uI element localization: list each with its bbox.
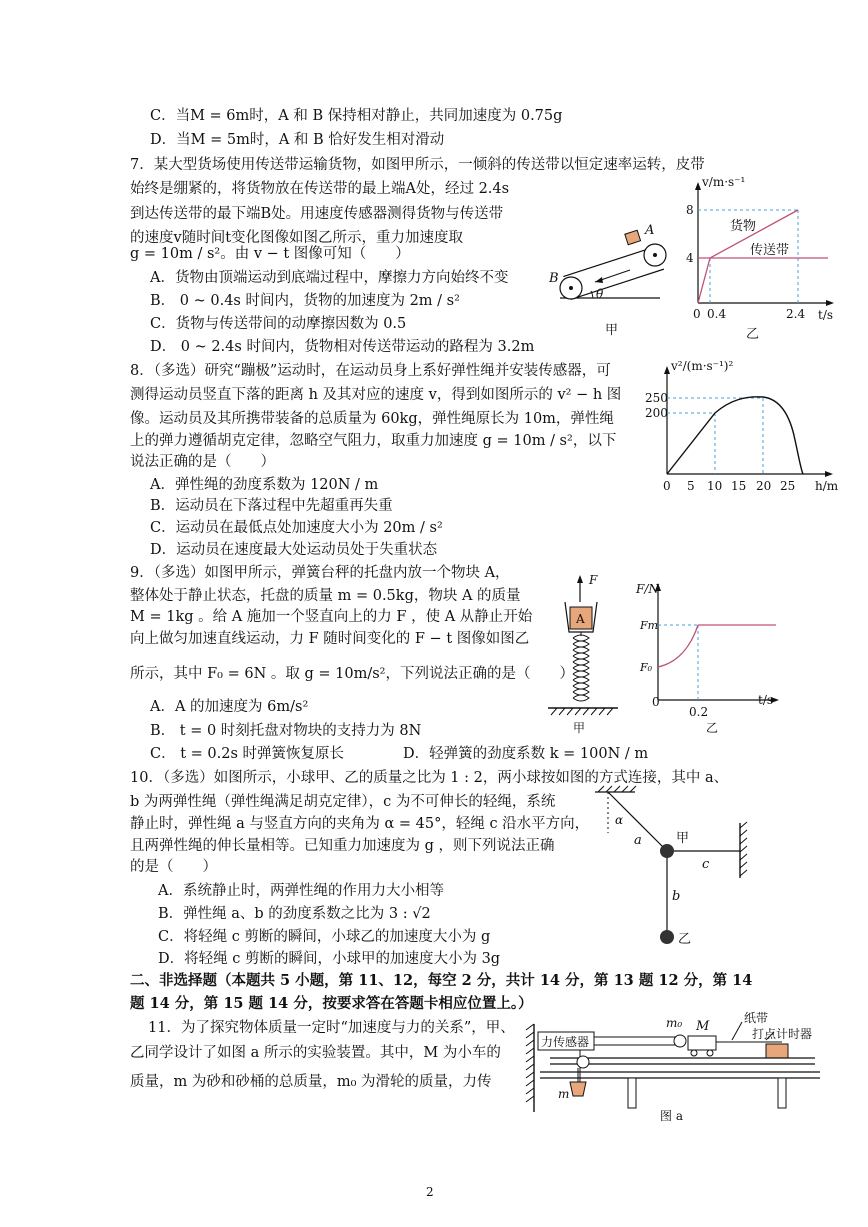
- q7-stem-line: 始终是绷紧的，将货物放在传送带的最上端A处，经过 2.4s: [130, 181, 510, 197]
- q8-chart-xtick: 20: [756, 479, 772, 493]
- q10-stem-line: 10．（多选）如图所示，小球甲、乙的质量之比为 1 : 2，两小球按如图的方式连接，其中 a、: [130, 770, 729, 786]
- page-number: 2: [426, 1185, 434, 1199]
- q7-chart-cargo-label: 货物: [730, 219, 757, 234]
- q6-option-c: C．当M = 6m时，A 和 B 保持相对静止，共同加速度为 0.75g: [150, 108, 563, 124]
- q8-stem-line: 测得运动员竖直下落的距离 h 及其对应的速度 v，得到如图所示的 v² − h 图: [130, 387, 622, 403]
- q9-chart-xlabel: t/s: [758, 693, 774, 707]
- q7-label-b: B: [549, 271, 559, 286]
- q10-option-d: D．将轻绳 c 剪断的瞬间，小球甲的加速度大小为 3g: [158, 951, 501, 967]
- q6-option-d: D．当M = 5m时，A 和 B 恰好发生相对滑动: [150, 132, 445, 148]
- q7-chart-ytick: 4: [686, 251, 694, 265]
- q7-stem-line: 7．某大型货场使用传送带运输货物，如图甲所示，一倾斜的传送带以恒定速率运转，皮带: [130, 157, 705, 173]
- q7-caption-yi: 乙: [746, 327, 760, 342]
- q8-chart-xtick: 25: [780, 479, 796, 493]
- q8-option-c: C．运动员在最低点处加速度大小为 20m / s²: [150, 520, 443, 536]
- q9-stem-line: M = 1kg 。给 A 施加一个竖直向上的力 F ，使 A 从静止开始: [130, 609, 533, 625]
- q9-option-c: C． t = 0.2s 时弹簧恢复原长: [150, 746, 345, 762]
- q11-label-timer: 打点计时器: [752, 1027, 813, 1041]
- q7-chart-ylabel: v/m·s⁻¹: [702, 175, 746, 189]
- q8-option-d: D．运动员在速度最大处运动员处于失重状态: [150, 542, 438, 558]
- q9-stem-line: 整体处于静止状态，托盘的质量 m = 0.5kg，物块 A 的质量: [130, 588, 521, 604]
- q11-stem-line: 乙同学设计了如图 a 所示的实验装置。其中，M 为小车的: [130, 1045, 501, 1061]
- q7-stem-line: g = 10m / s²。由 v − t 图像可知（ ）: [130, 246, 410, 262]
- q11-stem-line: 11．为了探究物体质量一定时“加速度与力的关系”，甲、: [148, 1020, 515, 1036]
- q11-stem-line: 质量，m 为砂和砂桶的总质量，m₀ 为滑轮的质量，力传: [130, 1074, 492, 1090]
- q9-ft-chart: [628, 575, 793, 735]
- q10-label-jia: 甲: [676, 831, 690, 846]
- q9-chart-xtick: 0.2: [689, 705, 709, 719]
- q7-chart-xtick: 0.4: [707, 307, 727, 321]
- q9-chart-f0: F₀: [640, 661, 653, 674]
- q8-stem-line: 上的弹力遵循胡克定律，忽略空气阻力，取重力加速度 g = 10m / s²，以下: [130, 433, 617, 449]
- q8-option-b: B．运动员在下落过程中先超重再失重: [150, 498, 393, 514]
- q7-chart-xtick: 0: [693, 307, 701, 321]
- section2-heading: 二、非选择题（本题共 5 小题，第 11、12，每空 2 分，共计 14 分，第 13 题 12 分，第 14: [130, 972, 753, 989]
- q8-chart-xtick: 10: [707, 479, 723, 493]
- q7-option-b: B． 0 ~ 0.4s 时间内，货物的加速度为 2m / s²: [150, 293, 460, 309]
- q9-caption-jia: 甲: [573, 721, 586, 735]
- q8-v2h-chart: [645, 360, 845, 496]
- q10-stem-line: 且两弹性绳的伸长量相等。已知重力加速度为 g ，则下列说法正确: [130, 838, 555, 854]
- q7-caption-jia: 甲: [605, 323, 619, 338]
- q7-option-a: A．货物由顶端运动到底端过程中，摩擦力方向始终不变: [150, 270, 509, 286]
- q10-option-b: B．弹性绳 a、b 的劲度系数之比为 3 : √2: [158, 906, 431, 922]
- q10-label-alpha: α: [615, 813, 624, 827]
- q9-label-a: A: [576, 612, 585, 626]
- q8-chart-xtick: 15: [731, 479, 747, 493]
- section2-heading-cont: 题 14 分，第 15 题 14 分，按要求答在答题卡相应位置上。）: [130, 995, 533, 1012]
- q8-chart-ytick: 200: [645, 406, 668, 420]
- q9-stem-line: 9．（多选）如图甲所示，弹簧台秤的托盘内放一个物块 A，: [130, 565, 510, 581]
- q8-stem-line: 说法正确的是（ ）: [130, 454, 275, 470]
- q10-stem-line: b 为两弹性绳（弹性绳满足胡克定律），c 为不可伸长的轻绳，系统: [130, 794, 556, 810]
- q11-label-m: m: [558, 1087, 570, 1101]
- q8-stem-line: 8．（多选）研究“蹦极”运动时，在运动员身上系好弹性绳并安装传感器，可: [130, 363, 611, 379]
- q10-label-yi: 乙: [678, 932, 692, 947]
- q7-label-theta: θ: [596, 287, 604, 301]
- q11-label-m0: m₀: [666, 1016, 683, 1030]
- q10-stem-line: 的是（ ）: [130, 859, 217, 875]
- q9-label-f: F: [589, 573, 598, 587]
- q7-option-c: C．货物与传送带间的动摩擦因数为 0.5: [150, 316, 407, 332]
- q10-label-c: c: [702, 857, 710, 872]
- q7-option-d: D． 0 ~ 2.4s 时间内，货物相对传送带运动的路程为 3.2m: [150, 339, 535, 355]
- q7-chart-xlabel: t/s: [818, 308, 834, 322]
- q7-conveyor-figure: [545, 222, 675, 342]
- q11-apparatus-figure: [520, 1012, 840, 1124]
- q9-spring-figure: [543, 572, 623, 736]
- q10-label-a: a: [634, 833, 642, 848]
- q9-chart-fm: Fm: [640, 619, 659, 632]
- q9-chart-origin: 0: [652, 695, 660, 709]
- q11-caption: 图 a: [660, 1109, 683, 1123]
- q11-label-tape: 纸带: [744, 1011, 769, 1025]
- q7-stem-line: 到达传送带的最下端B处。用速度传感器测得货物与传送带: [130, 206, 504, 222]
- q7-chart-ytick: 8: [686, 203, 694, 217]
- q9-option-d: D．轻弹簧的劲度系数 k = 100N / m: [403, 746, 649, 762]
- q10-option-c: C．将轻绳 c 剪断的瞬间，小球乙的加速度大小为 g: [158, 929, 491, 945]
- q9-caption-yi: 乙: [706, 721, 719, 735]
- q9-stem-line: 所示，其中 F₀ = 6N 。取 g = 10m/s²，下列说法正确的是（ ）: [130, 666, 574, 682]
- q9-chart-ylabel: F/N: [636, 582, 659, 596]
- q7-label-a: A: [645, 223, 655, 238]
- q7-vt-chart: [680, 176, 840, 342]
- q9-option-b: B． t = 0 时刻托盘对物块的支持力为 8N: [150, 723, 422, 739]
- q7-stem-line: 的速度v随时间t变化图像如图乙所示，重力加速度取: [130, 230, 464, 246]
- q8-chart-xlabel: h/m: [815, 479, 839, 493]
- q8-option-a: A．弹性绳的劲度系数为 120N / m: [150, 477, 379, 493]
- q8-stem-line: 像。运动员及其所携带装备的总质量为 60kg，弹性绳原长为 10m，弹性绳: [130, 411, 614, 427]
- q8-chart-xtick: 0: [663, 479, 671, 493]
- q10-option-a: A．系统静止时，两弹性绳的作用力大小相等: [158, 883, 444, 899]
- q8-chart-xtick: 5: [687, 479, 695, 493]
- q11-label-big-m: M: [696, 1019, 710, 1034]
- q8-chart-ylabel: v²/(m·s⁻¹)²: [671, 359, 734, 373]
- q7-chart-belt-label: 传送带: [750, 243, 790, 258]
- q9-option-a: A．A 的加速度为 6m/s²: [150, 699, 309, 715]
- q11-label-sensor: 力传感器: [541, 1035, 590, 1049]
- q9-stem-line: 向上做匀加速直线运动，力 F 随时间变化的 F − t 图像如图乙: [130, 631, 530, 647]
- q10-stem-line: 静止时，弹性绳 a 与竖直方向的夹角为 α = 45°，轻绳 c 沿水平方向，: [130, 816, 590, 832]
- q8-chart-ytick: 250: [645, 391, 668, 405]
- q7-chart-xtick: 2.4: [786, 307, 806, 321]
- q10-balls-figure: [590, 788, 760, 948]
- q10-label-b: b: [672, 889, 681, 904]
